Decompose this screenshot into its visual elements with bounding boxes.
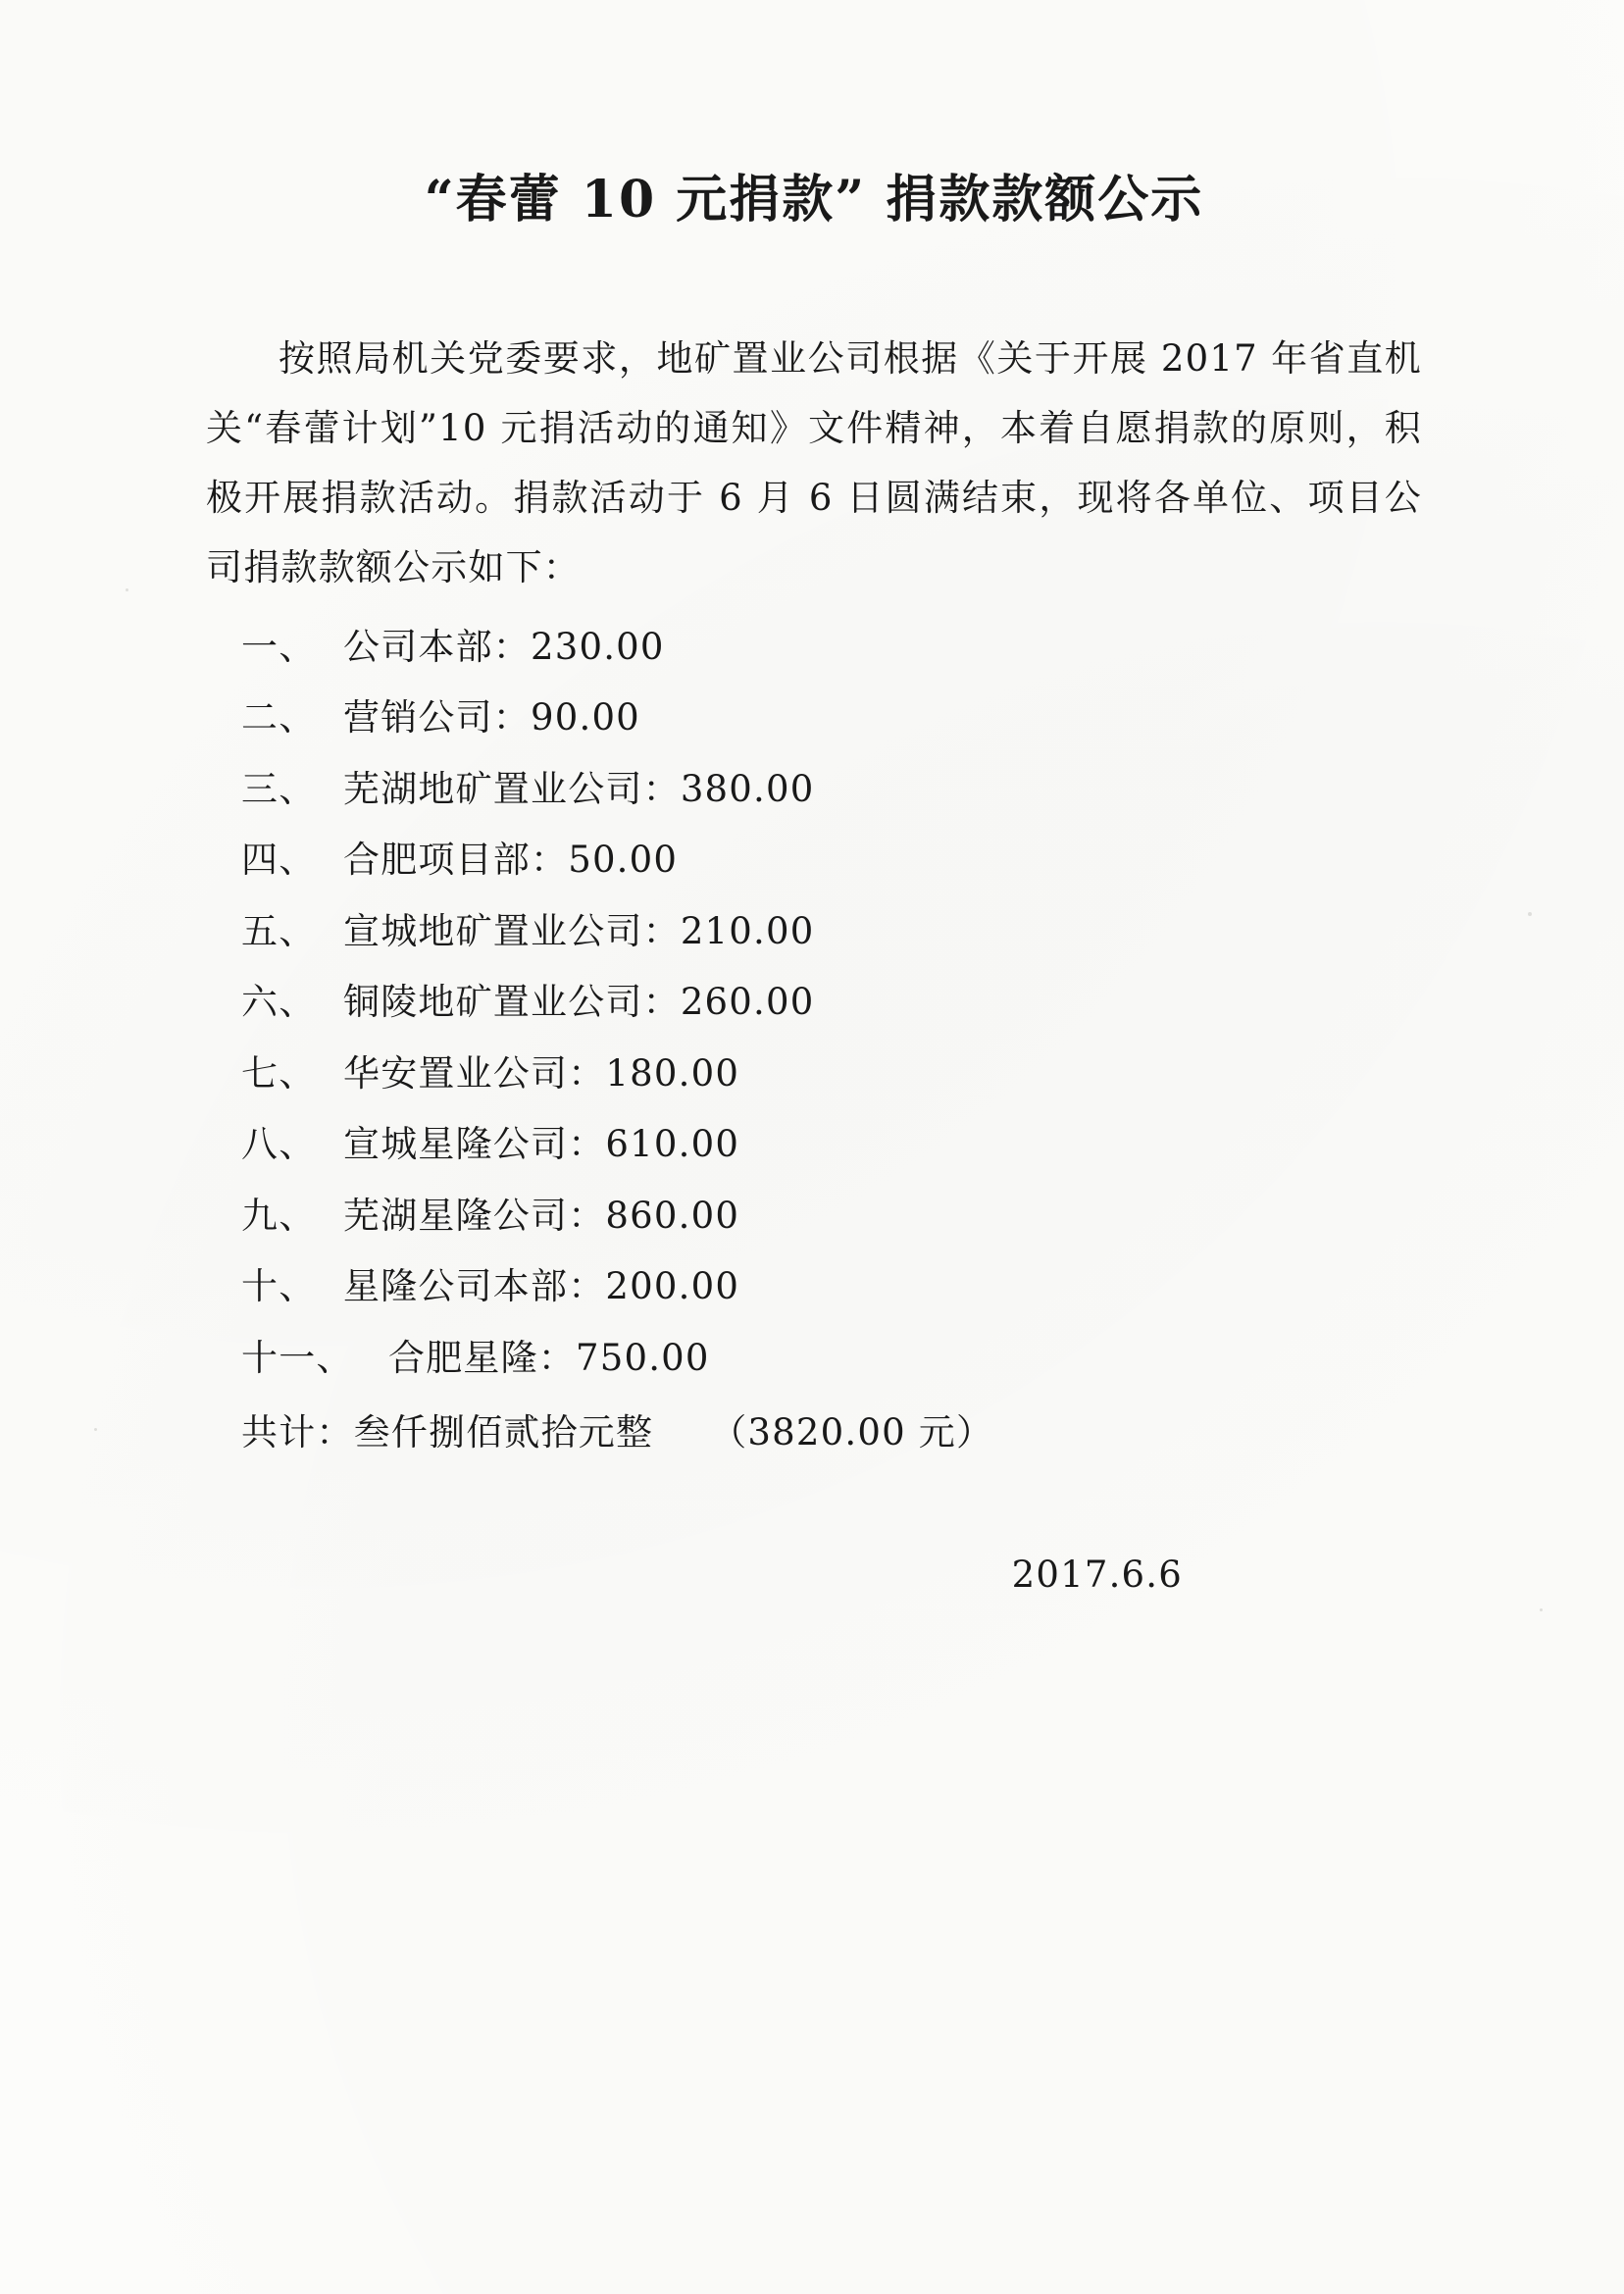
list-item-amount: 200.00 <box>605 1265 740 1308</box>
list-item-index: 七、 <box>241 1051 317 1095</box>
list-item-name: 芜湖地矿置业公司： <box>343 767 681 810</box>
list-item-index: 十、 <box>241 1265 317 1308</box>
scan-speck <box>1528 912 1532 916</box>
list-item-index: 九、 <box>241 1194 317 1237</box>
list-item-name: 宣城星隆公司： <box>343 1123 606 1166</box>
list-item <box>206 1181 1422 1252</box>
list-item-index: 一、 <box>241 625 317 668</box>
list-item-amount: 230.00 <box>531 625 665 668</box>
scan-speck <box>1540 1608 1543 1611</box>
list-item-amount: 860.00 <box>605 1194 740 1237</box>
list-item-amount: 610.00 <box>605 1123 740 1166</box>
list-item-amount: 50.00 <box>568 839 679 882</box>
list-item <box>206 1251 1422 1323</box>
donation-list <box>206 612 1422 1395</box>
list-item <box>206 1323 1422 1395</box>
list-item-name: 星隆公司本部： <box>343 1265 606 1308</box>
body-paragraph: 按照局机关党委要求，地矿置业公司根据《关于开展 2017 年省直机关“春蕾计划”10 元捐活动的通知》文件精神，本着自愿捐款的原则，积极开展捐款活动。捐款活动于 6 月 6 日圆满结束，现将各单位、项目公司捐款款额公示如下： <box>206 336 1422 588</box>
list-item-index: 五、 <box>241 909 317 952</box>
list-item-amount: 380.00 <box>680 767 815 810</box>
list-item <box>206 896 1422 968</box>
list-item <box>206 612 1422 684</box>
document-content <box>206 167 1422 1596</box>
list-item-name: 营销公司： <box>343 696 531 739</box>
list-item-name: 芜湖星隆公司： <box>343 1194 606 1237</box>
total-amount: （3820.00 元） <box>710 1411 994 1454</box>
list-item-index: 三、 <box>241 767 317 810</box>
list-item <box>206 1039 1422 1110</box>
document-date: 2017.6.6 <box>1011 1553 1183 1596</box>
total-label: 共计：叁仟捌佰贰拾元整 <box>241 1411 654 1454</box>
list-item-index: 二、 <box>241 696 317 739</box>
list-item-amount: 210.00 <box>680 909 815 952</box>
list-item-name: 合肥项目部： <box>343 839 569 882</box>
list-item-name: 合肥星隆： <box>388 1336 576 1379</box>
list-item-name: 华安置业公司： <box>343 1051 606 1095</box>
list-item-index: 十一、 <box>241 1336 354 1379</box>
list-item-amount: 90.00 <box>531 696 640 739</box>
list-item-name: 宣城地矿置业公司： <box>343 909 681 952</box>
list-item-amount: 750.00 <box>576 1336 710 1379</box>
page-title: “春蕾 10 元捐款” 捐款款额公示 <box>424 170 1204 229</box>
scan-speck <box>94 1428 97 1431</box>
list-item-name: 铜陵地矿置业公司： <box>343 981 681 1024</box>
list-item <box>206 825 1422 896</box>
list-item-index: 四、 <box>241 839 317 882</box>
list-item <box>206 754 1422 826</box>
scan-speck <box>126 588 128 591</box>
list-item-amount: 180.00 <box>605 1051 740 1095</box>
list-item-index: 六、 <box>241 981 317 1024</box>
list-item <box>206 967 1422 1039</box>
list-item <box>206 1109 1422 1181</box>
list-item-index: 八、 <box>241 1123 317 1166</box>
list-item <box>206 683 1422 754</box>
list-item-name: 公司本部： <box>343 625 531 668</box>
list-item-amount: 260.00 <box>680 981 815 1024</box>
total-line <box>206 1398 1422 1469</box>
